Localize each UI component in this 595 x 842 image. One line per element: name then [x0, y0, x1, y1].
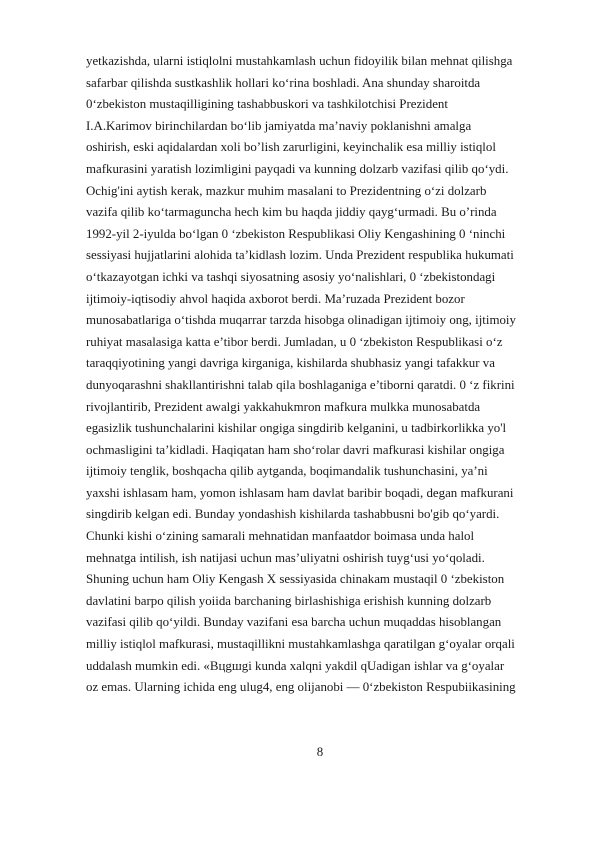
text-line: mafkurasini yaratish lozimligini payqadi va kunning dolzarb vazifasi qilib qo‘ydi.: [86, 161, 509, 176]
text-line: davlatini barpo qilish yoiida barchaning birlashishiga erishish kunning dolzarb: [86, 593, 492, 608]
text-line: sessiyasi hujjatlarini alohida ta’kidlash lozim. Unda Prezident respublika hukumati: [86, 248, 514, 263]
text-line: milliy istiqlol mafkurasi, mustaqillikni mustahkamlashga qaratilgan g‘oyalar orqali: [86, 637, 515, 652]
text-line: oshirish, eski aqidalardan xoli bo’lish zarurligini, keyinchalik esa milliy istiqlol: [86, 140, 496, 155]
text-line: Chunki kishi o‘zining samarali mehnatidan manfaatdor boimasa unda halol: [86, 529, 475, 544]
text-line: ijtimoiy tenglik, boshqacha qilib aytganda, boqimandalik tushunchasini, ya’ni: [86, 464, 488, 479]
text-line: ruhiyat masalasiga katta e’tibor berdi. Jumladan, u 0 ‘zbekiston Respublikasi o‘z: [86, 334, 503, 349]
text-line: dunyoqarashni shakllantirishni talab qila boshlaganiga e’tiborni qaratdi. 0 ‘z fikrini: [86, 377, 515, 392]
text-line: oz emas. Ularning ichida eng ulug4, eng olijanobi — 0‘zbekiston Respubiikasining: [86, 680, 516, 695]
text-line: Shuning uchun ham Oliy Kengash X sessiyasida chinakam mustaqil 0 ‘zbekiston: [86, 572, 505, 587]
text-line: safarbar qilishda sustkashlik hollari ko‘rina boshladi. Ana shunday sharoitda: [86, 75, 481, 90]
text-line: mehnatga intilish, ish natijasi uchun mas’uliyatni oshirish tuyg‘usi yo‘qoladi.: [86, 550, 485, 565]
text-line: yaxshi ishlasam ham, yomon ishlasam ham davlat baribir boqadi, degan mafkurani: [86, 485, 514, 500]
text-line: I.A.Karimov birinchilardan bo‘lib jamiyatda ma’naviy poklanishni amalga: [86, 118, 472, 133]
text-line: rivojlantirib, Prezident awalgi yakkahukmron mafkura mulkka munosabatda: [86, 399, 481, 414]
text-line: yetkazishda, ularni istiqlolni mustahkamlash uchun fidoyilik bilan mehnat qilishga: [86, 54, 513, 68]
text-line: ochmasligini ta’kidladi. Haqiqatan ham sho‘rolar davri mafkurasi kishilar ongiga: [86, 442, 505, 457]
text-line: o‘tkazayotgan ichki va tashqi siyosatning asosiy yo‘nalishlari, 0 ‘zbekistondagi: [86, 269, 496, 284]
text-line: taraqqiyotining yangi davriga kirganiga, kishilarda shubhasiz yangi tafakkur va: [86, 356, 495, 371]
text-line: Ochig'ini aytish kerak, mazkur muhim masalani to Prezidentning o‘zi dolzarb: [86, 183, 487, 198]
text-line: ijtimoiy-iqtisodiy ahvol haqida axborot berdi. Ma’ruzada Prezident bozor: [86, 291, 465, 306]
body-text: [86, 51, 556, 699]
text-line: uddalash mumkin edi. «Bцgшgi kunda xalqni yakdil qUadigan ishlar va g‘oyalar: [86, 658, 505, 673]
text-line: singdirib kelgan edi. Bunday yondashish kishilarda tashabbusni bo'gib qo‘yardi.: [86, 507, 500, 522]
text-line: vazifa qilib ko‘tarmaguncha hech kim bu haqda jiddiy qayg‘urmadi. Bu o’rinda: [86, 205, 497, 220]
text-line: 0‘zbekiston mustaqilligining tashabbuskori va tashkilotchisi Prezident: [86, 97, 448, 112]
text-line: vazifasi qilib qo‘yildi. Bunday vazifani esa barcha uchun muqaddas hisoblangan: [86, 615, 502, 630]
text-line: egasizlik tushunchalarini kishilar ongiga singdirib kelganini, u tadbirkorlikka yo'l: [86, 421, 507, 436]
text-line: munosabatlariga o‘tishda muqarrar tarzda hisobga olinadigan ijtimoiy ong, ijtimoiy: [86, 313, 516, 328]
page-number: 8: [316, 745, 324, 759]
text-line: 1992-yil 2-iyulda bo‘lgan 0 ‘zbekiston Respublikasi Oliy Kengashining 0 ‘ninchi: [86, 226, 506, 241]
